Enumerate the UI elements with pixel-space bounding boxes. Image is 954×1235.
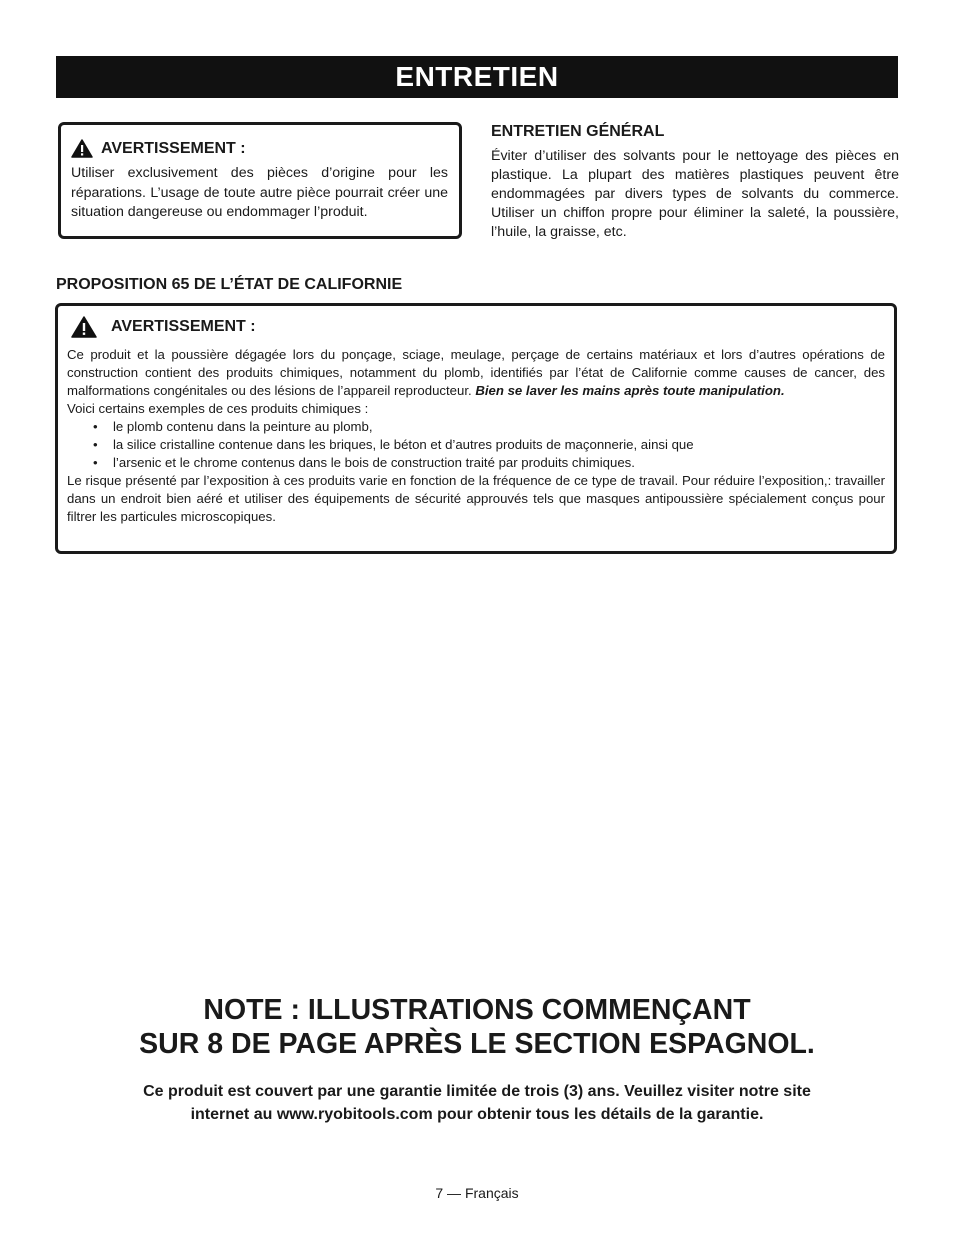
warranty-line: Ce produit est couvert par une garantie limitée de trois (3) ans. Veuillez visiter notre site [143, 1083, 811, 1100]
section-title: ENTRETIEN [395, 61, 559, 92]
parts-warning-box [58, 122, 462, 239]
list-item: • la silice cristalline contenue dans les briques, le béton et d’autres produits de maçonnerie, ainsi que [113, 436, 885, 454]
prop65-paragraph-text: Ce produit et la poussière dégagée lors du ponçage, sciage, meulage, perçage de certains matériaux et lors d’autres opérations de construction contient des produits chimiques, notamment du plomb, identifiés par l’état de Californie comme causes de cancer, des malformations congénitales ou des lésions de l’appareil reproducteur. [67, 347, 885, 398]
warning-triangle-icon [71, 139, 93, 158]
list-item: • l’arsenic et le chrome contenus dans le bois de construction traité par produits chimiques. [113, 454, 885, 472]
warning-header [67, 316, 885, 338]
prop65-paragraph [67, 346, 885, 400]
chemicals-intro: Voici certains exemples de ces produits chimiques : [67, 401, 369, 416]
warning-label: AVERTISSEMENT : [101, 139, 246, 157]
general-maintenance-heading: ENTRETIEN GÉNÉRAL [491, 123, 665, 140]
illustrations-note [0, 993, 954, 1061]
warranty-notice [60, 1080, 894, 1126]
warning-header [71, 139, 448, 158]
exposure-paragraph: Le risque présenté par l’exposition à ces produits varie en fonction de la fréquence de ce type de travail. Pour réduire l’exposition,: travailler dans un endroit bien aéré et utiliser des équipements de sécurité approuvés tels que masques antipoussière spécialement conçus pour filtrer les particules microscopiques. [67, 473, 885, 524]
warranty-line: internet au www.ryobitools.com pour obtenir tous les détails de la garantie. [190, 1106, 764, 1123]
prop65-warning-box [55, 303, 897, 554]
chemicals-list [67, 418, 885, 472]
warning-label: AVERTISSEMENT : [111, 318, 256, 335]
warning-triangle-icon [71, 316, 97, 338]
prop65-emphasis: Bien se laver les mains après toute manipulation. [475, 383, 785, 398]
page-footer: 7 — Français [435, 1185, 519, 1201]
general-maintenance-section [491, 123, 899, 242]
list-item: • le plomb contenu dans la peinture au plomb, [113, 418, 885, 436]
note-line: NOTE : ILLUSTRATIONS COMMENÇANT [203, 994, 751, 1026]
general-maintenance-text: Éviter d’utiliser des solvants pour le nettoyage des pièces en plastique. La plupart des matières plastiques peuvent être endommagées par divers types de solvants du commerce. Utiliser un chiffon propre pour éliminer la saleté, la poussière, l’huile, la graisse, etc. [491, 148, 899, 240]
prop65-heading: PROPOSITION 65 DE L’ÉTAT DE CALIFORNIE [56, 276, 403, 293]
note-line: SUR 8 DE PAGE APRÈS LE SECTION ESPAGNOL. [139, 1028, 815, 1060]
warning-text: Utiliser exclusivement des pièces d’origine pour les réparations. L’usage de toute autre pièce pourrait créer une situation dangereuse ou endommager l’produit. [71, 165, 448, 220]
section-header-bar [56, 56, 898, 98]
